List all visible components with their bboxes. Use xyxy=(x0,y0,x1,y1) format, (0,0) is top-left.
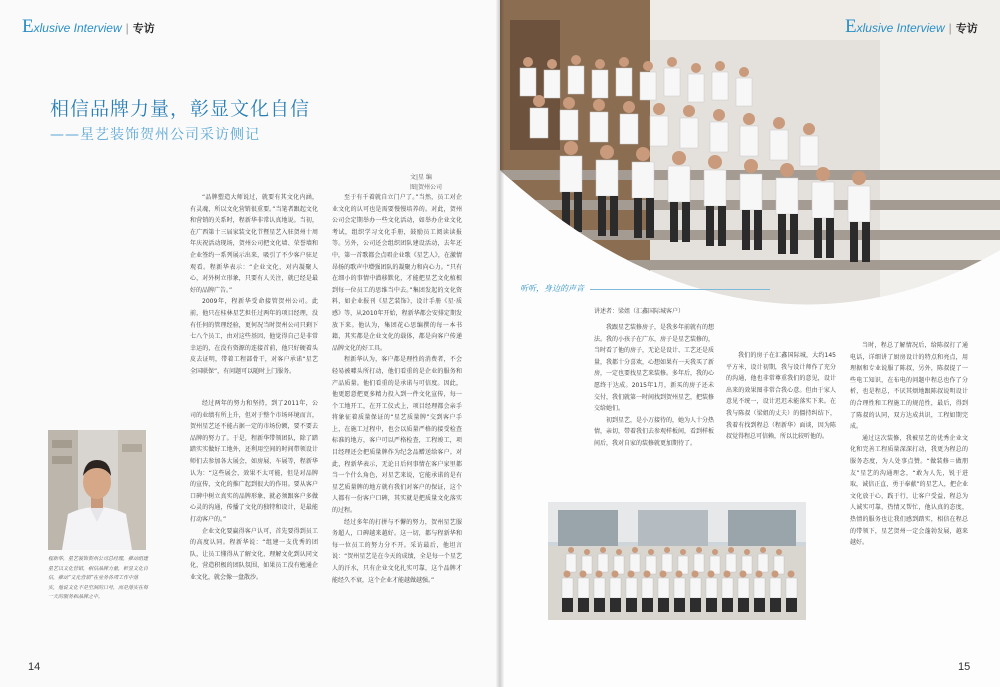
left-column-2 xyxy=(332,192,462,612)
header-english: xlusive Interview xyxy=(33,21,122,35)
paragraph: 至于有千着就自立门户了。”当然，员工对企业文化的认可也是需要慢慢培养的。对此，贺州公司会定期举办一些文化活动，如举办企业文化考试，组织学习文化手册，鼓励员工阅读读报等。另外，公司还会组织团队建设活动，去年还中，第一首歌都会点唱企业歌《星艺人》，在激情昂扬的歌声中增强团队的凝聚力和向心力。“只有在细小的事情中潜移默化，才能把星艺文化植根到每一位员工的思维当中去。”集团发起的文化资料，如企业报刊《星艺装饰》，设计手册《星·质感》等，从2010年开始，程新华都会安排定期发放下来。他认为，集团花心思编撰的每一本书籍，其实都是企业文化的载体，都是向客户传递品牌文化的好工具。 xyxy=(332,194,462,352)
portrait-illustration xyxy=(48,430,146,550)
paragraph: “品牌塑造大师说过，就要有其文化内涵，有灵魂，所以文化营销很重要。”当笔者跟起文化和营销的关系时，程新华非常认真地说。当初，在广西第十三届家装文化节暨星艺入驻贺州十周年庆祝活动现场，贺州公司把文化墙、荣誉墙和企业签约一系列展示出来，吸引了不少客户驻足观看。程新华表示：“企业文化，对内凝聚人心，对外树立形象，只要有人关注，就已经是最好的品牌广告。” xyxy=(190,194,318,294)
left-column-1-lower xyxy=(190,398,318,618)
paragraph: 当时，程总了解情况后，给陈叔打了通电话，详细讲了厨房设计的特点和亮点，用理据和专业说服了陈叔，另外，陈叔提了一些电工知识，在布电的问题中程总也作了分析，也是程总，不厌其烦地跟陈叔说明设计的合理性和工程施工的规范性，最后，得到了陈叔的认同，双方达成共识，工程如期完成。 xyxy=(850,342,968,431)
paragraph: 企业文化要赢得客户认可，首先要得到员工的高度认同。程新华说：“组建一支优秀的团队，让员工懂得从了解文化、理解文化到认同文化，营造积极的团队氛围，如果员工没有勉通企业文化，就会像一盘散沙。 xyxy=(190,527,318,581)
header-english: xlusive Interview xyxy=(856,21,945,35)
byline-author: 文|星 编 xyxy=(410,174,432,181)
team-photo xyxy=(500,0,1000,330)
paragraph: 我们的房子在汇鑫国际城，大约145平方米，设计初期，我与设计师作了充分的沟通，他也非常尊重我们的意见，设计出来的效果图非常合我心意。但由于家人意见不统一，设计迟迟未能落实下来。在我与陈叔（梁姐的丈夫）的僵持纠结下，我着有找到程总（程新华）面谈，因为陈叔觉得程总可信赖，所以比较听他的。 xyxy=(726,352,836,441)
interviewee-label: 讲述者：梁姐（汇鑫国际城客户） xyxy=(594,308,685,315)
paragraph: 我跟星艺装修房子，是我多年前就有的想法。我的小孩子在广东，房子是星艺装修的，当时看了他的房子，无论是设计、工艺还是质量，我都十分喜欢，心想如果有一天我买了新房，一定也要找星艺来装修。多年后，我的心愿终于达成。2015年1月，新买的房子还未交付，我们就第一时间找到贺州星艺，把装修交给她们。 xyxy=(594,324,714,413)
page-gutter xyxy=(496,0,504,687)
header-chinese: 专访 xyxy=(955,23,978,35)
page-number-left: 14 xyxy=(28,661,41,673)
paragraph: 2009年，程新华受命接管贺州公司。此前，他只在桂林星艺担任过两年的项目经理，没有任何的管理经验，更何况当时贺州公司只剩下七八个员工，由对这些基因，他觉得自己是非常幸运的，在没有资源的连接首前，他只好硬着头皮去证明，带着工程部骨干，对客户承诺“星艺全国联保”，有问题可以随时上门服务。 xyxy=(190,298,318,375)
article-subtitle: ——星艺装饰贺州公司采访侧记 xyxy=(50,127,260,143)
right-header xyxy=(845,16,978,38)
page-number-right: 15 xyxy=(958,661,971,673)
group-photo-illustration xyxy=(548,502,806,620)
header-initial: E xyxy=(22,16,34,37)
paragraph: 经过两年的努力和坚持，到了2011年，公司的业绩有所上升，但对于整个市场环境而言，贺州星艺还不能占据一定的市场份额，要不要去品牌的努力了。于是，程新华带领团队，除了踏踏实实做好工地外，还利用空间的时间带领设计师们去参加各大展会，如房展、车展等，程新华认为：“这些展会，效果不太可能，但是对品牌的宣传，文化的推广起到很大的作用。要从客户口碑中树立真实的品牌形象，就必须跟客户多做心灵的沟通，传播了文化的独特和设计，是最能打动客户的。” xyxy=(190,400,318,523)
team-photo-illustration xyxy=(500,0,1000,330)
paragraph: 通过这次装修，我被星艺的优秀企业文化和完善工程质量深深打动，我更为程总的服务态度，为人处事点赞。“做装修＝做朋友”星艺的沟通理念，“敢为人先，锐于进取，诚信正直，勇于奉献”的星艺人，把企业文化放于心，践于行，让客户受益，程总为人诚实可靠，热情又帮忙，他认真的态度，热情的服务也让我们感到踏实，相信在程总的带领下，星艺贺州一定会蓬勃发展，越来越好。 xyxy=(850,434,968,547)
paragraph: 程新华认为，客户都是理性的消费者，不会轻易被噱头所打动，他们看重的是企业的服务和产品质量。他们看重的是承诺与可信度。因此，他更愿意把更多精力投入到一件文化宣传，每一个工地开工，在开工仪式上，项目经理都会亲手将象征着质量保证的“星艺质量牌”交到客户手上，在施工过程中，也会以质量严格的接受检查标准的地方，客户可以严格检查，工程竣工，项目经理还会把质量牌作为纪念品赠送给客户。对此，程新华表示，无论日后何事情在客户家里都当一个什么角色，对星艺来说，它能承诺的是有星艺质量牌的地方就有我们对客户的保证，这个人都有一份客户口碑，其实就是把质量文化落实的过程。 xyxy=(332,356,462,515)
portrait-photo xyxy=(48,430,146,550)
right-column-3 xyxy=(850,340,968,630)
byline-source: 图|贺州公司 xyxy=(410,184,443,191)
left-header xyxy=(22,16,155,38)
header-divider: | xyxy=(125,21,129,35)
portrait-caption: 程新华，星艺装饰贺州公司总经理，推动组建星艺以文化营销，相信品牌力量，彰显文化自信，推动“文化营销”在业务各项工作中落实，他说文化不是空洞的口号，而是落实在每一天的服务和品牌之中。 xyxy=(48,556,149,601)
group-photo xyxy=(548,502,806,620)
article-title: 相信品牌力量，彰显文化自信 xyxy=(50,98,311,120)
byline xyxy=(410,173,442,193)
paragraph: 初到星艺，是小万接待的，她为人十分热情，亲切，带着我们去参观样板间，看到样板间后，我对自家的装修就更加期待了。 xyxy=(594,416,714,447)
header-chinese: 专访 xyxy=(132,23,155,35)
left-column-1 xyxy=(190,192,318,392)
paragraph: 经过多年的打拼与不懈的努力，贺州星艺服务超人，口碑越来越好。这一切，都与程新华和每一位员工的努力分不开。采访最后，他坦言说：“贺州星艺是在今天的成绩，全是每一个星艺人的汗水，只有企业文化扎实可靠，这个品牌才能经久不衰，这个企业才能越做越强。” xyxy=(332,518,462,584)
section-band-divider xyxy=(590,289,770,290)
header-initial: E xyxy=(845,16,857,37)
header-divider: | xyxy=(948,21,952,35)
section-band-label: 听听，身边的声音 xyxy=(520,284,584,293)
right-column-1 xyxy=(594,322,714,502)
